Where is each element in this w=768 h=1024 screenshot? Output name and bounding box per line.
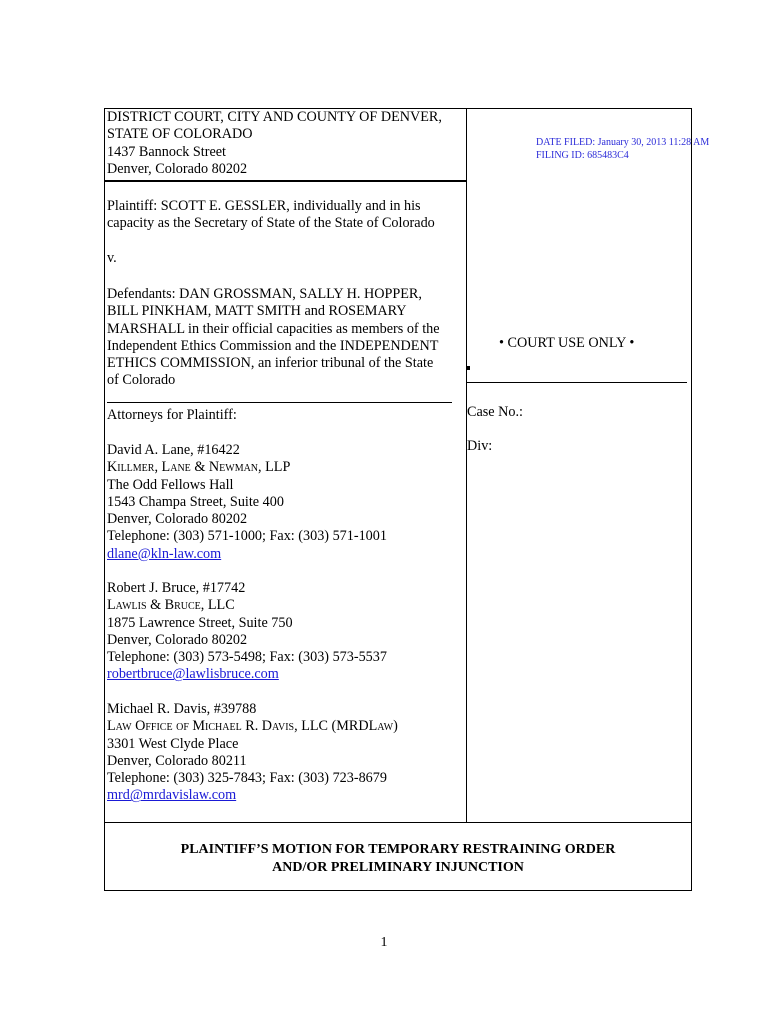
attorney-name: Robert J. Bruce, #17742	[107, 580, 246, 596]
plaintiff-line: Plaintiff: SCOTT E. GESSLER, individually and in his	[107, 198, 421, 214]
court-line: DISTRICT COURT, CITY AND COUNTY OF DENVER,	[107, 109, 442, 125]
caption-separator	[107, 402, 452, 403]
attorney-block-davis	[107, 701, 465, 805]
attorneys-heading: Attorneys for Plaintiff:	[107, 407, 237, 423]
court-use-rule	[467, 382, 687, 383]
date-filed: DATE FILED: January 30, 2013 11:28 AM	[536, 137, 710, 148]
defendants-line: Independent Ethics Commission and the INDEPENDENT	[107, 337, 439, 354]
defendants-line: BILL PINKHAM, MATT SMITH and ROSEMARY	[107, 303, 407, 320]
defendants-block	[107, 286, 465, 390]
motion-title-line: AND/OR PRELIMINARY INJUNCTION	[272, 859, 524, 875]
attorney-address-line: 1543 Champa Street, Suite 400	[107, 493, 284, 510]
plaintiff-block	[107, 198, 465, 233]
motion-title-line: PLAINTIFF’S MOTION FOR TEMPORARY RESTRAINING ORDER	[180, 842, 616, 857]
attorney-phone: Telephone: (303) 573-5498; Fax: (303) 573-5537	[107, 649, 387, 666]
attorney-block-bruce	[107, 580, 465, 684]
court-block-rule	[105, 180, 467, 182]
filing-stamp	[536, 137, 709, 162]
defendants-line: MARSHALL in their official capacities as members of the	[107, 320, 440, 337]
attorney-phone: Telephone: (303) 325-7843; Fax: (303) 723-8679	[107, 770, 387, 787]
defendants-line: of Colorado	[107, 372, 176, 389]
attorney-address-line: 1875 Lawrence Street, Suite 750	[107, 614, 293, 631]
page-number: 1	[380, 935, 388, 950]
attorney-firm: Lawlis & Bruce, LLC	[107, 597, 235, 614]
filing-id: FILING ID: 685483C4	[536, 149, 629, 161]
attorney-email-link[interactable]: dlane@kln-law.com	[107, 545, 222, 562]
motion-title	[105, 841, 691, 876]
caption-table	[104, 108, 710, 891]
court-line: 1437 Bannock Street	[107, 143, 226, 160]
attorney-address-line: Denver, Colorado 80202	[107, 511, 248, 528]
attorney-name: Michael R. Davis, #39788	[107, 701, 257, 717]
case-no-label: Case No.:	[467, 404, 523, 420]
court-use-mark	[467, 366, 470, 370]
attorney-phone: Telephone: (303) 571-1000; Fax: (303) 571-1001	[107, 528, 387, 545]
attorney-firm: Law Office of Michael R. Davis, LLC (MRDLaw)	[107, 718, 398, 735]
attorney-block-lane	[107, 442, 465, 563]
versus: v.	[107, 250, 117, 266]
attorney-address-line: Denver, Colorado 80211	[107, 752, 247, 769]
plaintiff-line: capacity as the Secretary of State of the State of Colorado	[107, 215, 435, 232]
defendants-line: Defendants: DAN GROSSMAN, SALLY H. HOPPER,	[107, 286, 422, 302]
attorney-address-line: Denver, Colorado 80202	[107, 631, 248, 648]
attorney-address-line: The Odd Fellows Hall	[107, 476, 234, 493]
attorney-email-link[interactable]: mrd@mrdavislaw.com	[107, 787, 237, 804]
attorney-firm: Killmer, Lane & Newman, LLP	[107, 459, 291, 476]
defendants-line: ETHICS COMMISSION, an inferior tribunal of the State	[107, 355, 434, 372]
title-row-divider	[105, 822, 691, 823]
court-use-only: • COURT USE ONLY •	[499, 335, 635, 351]
attorney-address-line: 3301 West Clyde Place	[107, 735, 239, 752]
court-line: Denver, Colorado 80202	[107, 160, 248, 177]
attorney-name: David A. Lane, #16422	[107, 442, 240, 458]
court-block	[107, 109, 465, 178]
attorney-email-link[interactable]: robertbruce@lawlisbruce.com	[107, 666, 279, 683]
column-divider	[466, 109, 467, 822]
div-label: Div:	[467, 438, 493, 454]
court-line: STATE OF COLORADO	[107, 126, 253, 143]
